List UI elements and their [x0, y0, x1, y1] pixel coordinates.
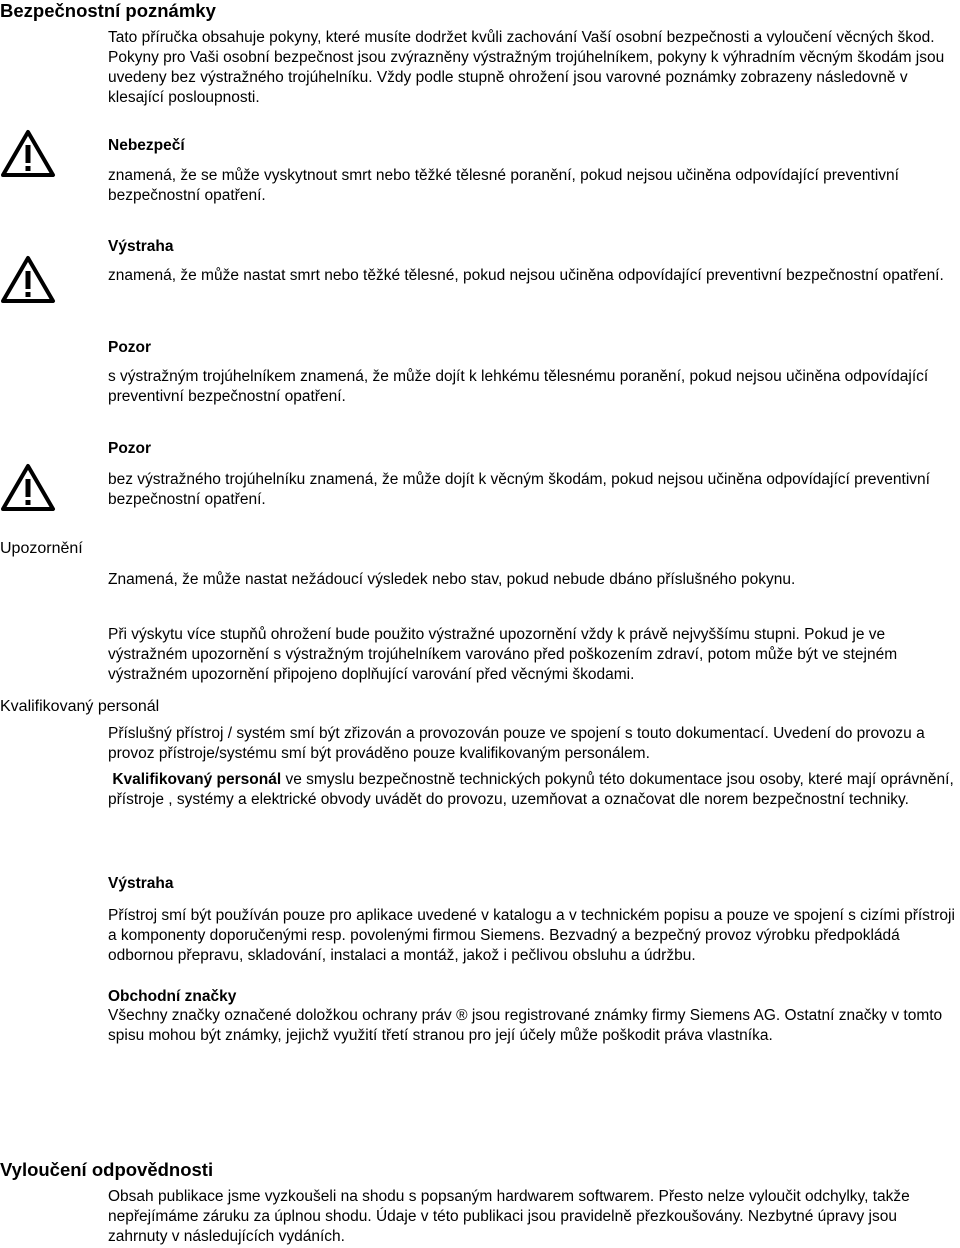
- section-title-safety-notes: Bezpečnostní poznámky: [0, 0, 216, 21]
- notice-heading: Upozornění: [0, 540, 83, 557]
- caution-heading: Pozor: [108, 339, 152, 356]
- caution-text: s výstražným trojúhelníkem znamená, že může dojít k lehkému tělesnému poranění, pokud nejsou učiněna odpovídající preventivní bezpečnostní opatření.: [108, 368, 929, 405]
- caution-no-triangle-text: bez výstražného trojúhelníku znamená, že může dojít k věcným škodám, pokud nejsou učiněna odpovídající preventivní bezpečnostní opatření.: [108, 471, 930, 508]
- section-title-disclaimer: Vyloučení odpovědnosti: [0, 1159, 214, 1180]
- disclaimer-text: Obsah publikace jsme vyzkoušeli na shodu s popsaným hardwarem softwarem. Přesto nelze vyloučit odchylky, takže nepřejímáme záruku za úplnou shodu. Údaje v této publikaci jsou pravidelně přezkoušovány. Nezbytné úpravy jsou zahrnuty v následujících vydáních.: [108, 1188, 910, 1245]
- trademarks-text: Všechny značky označené doložkou ochrany práv ® jsou registrované známky firmy Siemens AG. Ostatní značky v tomto spisu mohou být známky, jejichž využití třetí stranou pro její účely může poškodit práva vlastníka.: [108, 1007, 943, 1044]
- caution-no-triangle-heading: Pozor: [108, 440, 152, 457]
- qualified-personnel-paragraph-2: [108, 770, 956, 810]
- multi-level-paragraph: Při výskytu více stupňů ohrožení bude použito výstražné upozornění vždy k právě nejvyššímu stupni. Pokud je ve výstražném upozornění s výstražným trojúhelníkem varováno před poškozením zdraví, potom může být ve stejném výstražném upozornění připojeno doplňující varování před věcnými škodami.: [108, 626, 898, 683]
- danger-text: znamená, že se může vyskytnout smrt nebo těžké tělesné poranění, pokud nejsou učiněna odpovídající preventivní bezpečnostní opatření.: [108, 167, 899, 204]
- warning-text: znamená, že může nastat smrt nebo těžké tělesné, pokud nejsou učiněna odpovídající preventivní bezpečnostní opatření.: [108, 267, 944, 284]
- usage-warning-text: Přístroj smí být používán pouze pro aplikace uvedené v katalogu a v technickém popisu a pouze ve spojení s cizími přístroji a komponenty doporučenými resp. povolenými firmou Siemens. Bezvadný a bezpečný provoz výrobku předpokládá odbornou přepravu, skladování, instalaci a montáž, jakož i pečlivou obsluhu a údržbu.: [108, 907, 955, 964]
- notice-text: Znamená, že může nastat nežádoucí výsledek nebo stav, pokud nebude dbáno příslušného pokynu.: [108, 571, 796, 588]
- warning-heading: Výstraha: [108, 238, 174, 255]
- danger-warning-triangle-icon: [0, 128, 56, 178]
- usage-warning-heading: Výstraha: [108, 875, 174, 892]
- qualified-personnel-term: Kvalifikovaný personál: [112, 771, 282, 788]
- safety-intro-paragraph: Tato příručka obsahuje pokyny, které musíte dodržet kvůli zachování Vaší osobní bezpečnosti a vyloučení věcných škod. Pokyny pro Vaši osobní bezpečnost jsou zvýrazněny výstražným trojúhelníkem, pokyny k výhradním věcným škodám jsou uvedeny bez výstražného trojúhelníku. Vždy podle stupně ohrožení jsou varovné poznámky zobrazeny následovně v klesající posloupnosti.: [108, 29, 945, 106]
- qualified-personnel-paragraph-1: Příslušný přístroj / systém smí být zřizován a provozován pouze ve spojení s touto dokumentací. Uvedení do provozu a provoz přístroje/systému smí být prováděno pouze kvalifikovaným personálem.: [108, 725, 925, 762]
- warning-warning-triangle-icon: [0, 254, 56, 304]
- qualified-personnel-heading: Kvalifikovaný personál: [0, 698, 160, 715]
- trademarks-heading: Obchodní značky: [108, 988, 237, 1005]
- qualified-personnel-definition: ve smyslu bezpečnostně technických pokynů této dokumentace jsou osoby, které mají oprávnění, přístroje , systémy a elektrické obvody uvádět do provozu, uzemňovat a označovat dle norem bezpečnostní techniky.: [108, 771, 954, 808]
- danger-heading: Nebezpečí: [108, 137, 185, 154]
- caution-warning-triangle-icon: [0, 462, 56, 512]
